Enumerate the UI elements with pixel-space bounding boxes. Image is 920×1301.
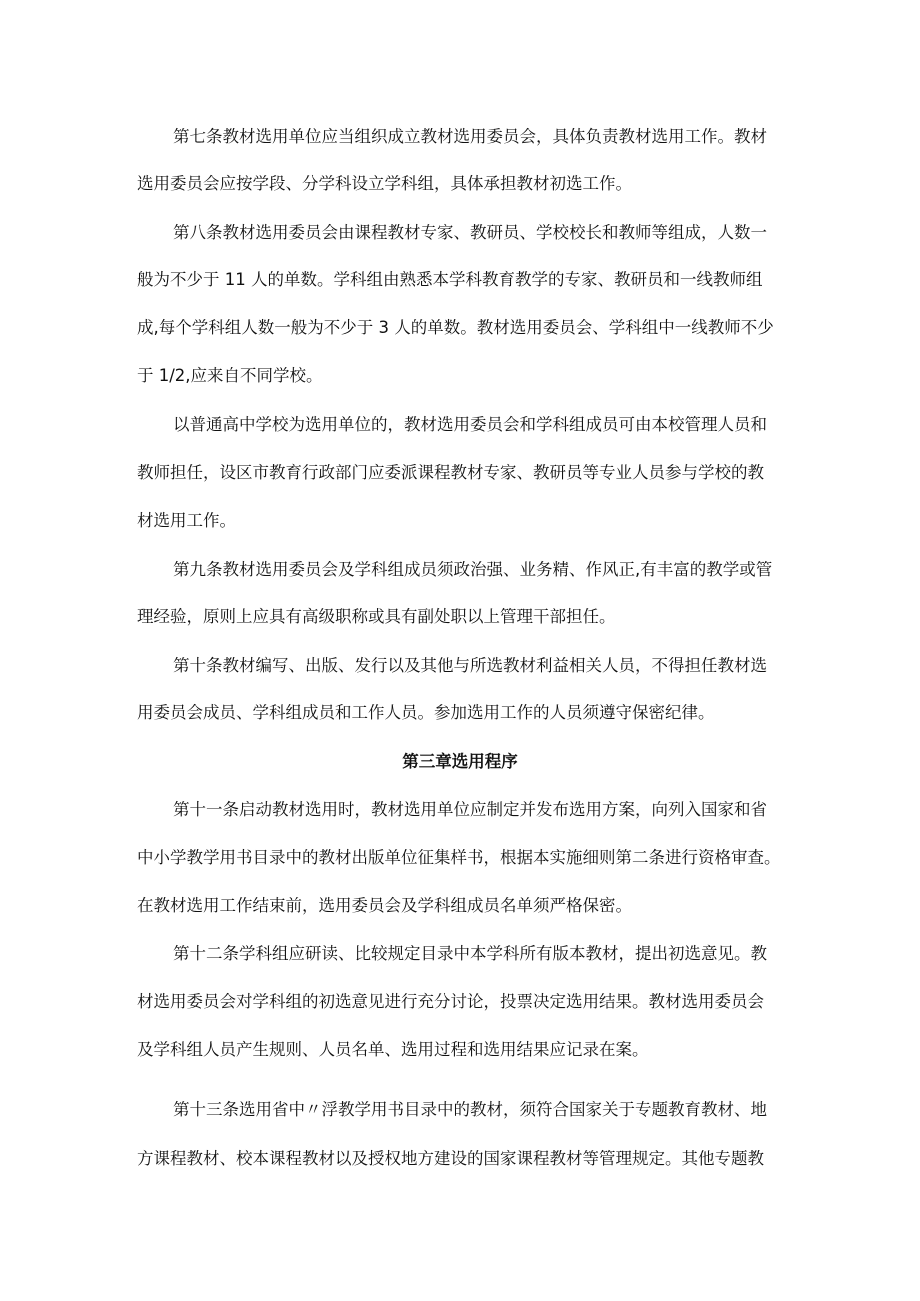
chapter-heading: 第三章选用程序 (402, 752, 518, 771)
article-11-line-1: 第十一条启动教材选用时，教材选用单位应制定并发布选用方案，向列入国家和省 (173, 800, 767, 819)
article-8-supplement-line-3: 材选用工作。 (137, 511, 236, 530)
article-10-line-2: 用委员会成员、学科组成员和工作人员。参加选用工作的人员须遵守保密纪律。 (137, 703, 715, 722)
article-12-line-2: 材选用委员会对学科组的初选意见进行充分讨论，投票决定选用结果。教材选用委员会 (137, 992, 764, 1011)
article-8-supplement-line-2: 教师担任，设区市教育行政部门应委派课程教材专家、教研员等专业人员参与学校的教 (137, 463, 764, 482)
article-11-line-2: 中小学教学用书目录中的教材出版单位征集样书，根据本实施细则第二条进行资格审查。 (137, 848, 781, 867)
article-9-line-2: 理经验，原则上应具有高级职称或具有副处职以上管理干部担任。 (137, 607, 616, 626)
article-10-line-1: 第十条教材编写、出版、发行以及其他与所选教材利益相关人员，不得担任教材选 (173, 656, 767, 675)
article-8-line-2: 般为不少于 11 人的单数。学科组由熟悉本学科教育教学的专家、教研员和一线教师组 (137, 270, 763, 289)
article-8-line-1: 第八条教材选用委员会由课程教材专家、教研员、学校校长和教师等组成，人数一 (173, 223, 767, 242)
article-8-supplement-line-1: 以普通高中学校为选用单位的，教材选用委员会和学科组成员可由本校管理人员和 (173, 415, 767, 434)
article-12-line-3: 及学科组人员产生规则、人员名单、选用过程和选用结果应记录在案。 (137, 1040, 649, 1059)
article-8-line-4: 于 1/2,应来自不同学校。 (137, 366, 323, 385)
article-11-line-3: 在教材选用工作结束前，选用委员会及学科组成员名单须严格保密。 (137, 896, 632, 915)
article-7-line-1: 第七条教材选用单位应当组织成立教材选用委员会，具体负责教材选用工作。教材 (173, 127, 767, 146)
article-13-line-1: 第十三条选用省中〃浮教学用书目录中的教材，须符合国家关于专题教育教材、地 (173, 1100, 767, 1119)
article-7-line-2: 选用委员会应按学段、分学科设立学科组，具体承担教材初选工作。 (137, 174, 632, 193)
article-13-line-2: 方课程教材、校本课程教材以及授权地方建设的国家课程教材等管理规定。其他专题教 (137, 1149, 764, 1168)
article-8-line-3: 成,每个学科组人数一般为不少于 3 人的单数。教材选用委员会、学科组中一线教师不少 (137, 318, 774, 337)
article-12-line-1: 第十二条学科组应研读、比较规定目录中本学科所有版本教材，提出初选意见。教 (173, 944, 767, 963)
article-9-line-1: 第九条教材选用委员会及学科组成员须政治强、业务精、作风正,有丰富的教学或管 (173, 560, 773, 579)
